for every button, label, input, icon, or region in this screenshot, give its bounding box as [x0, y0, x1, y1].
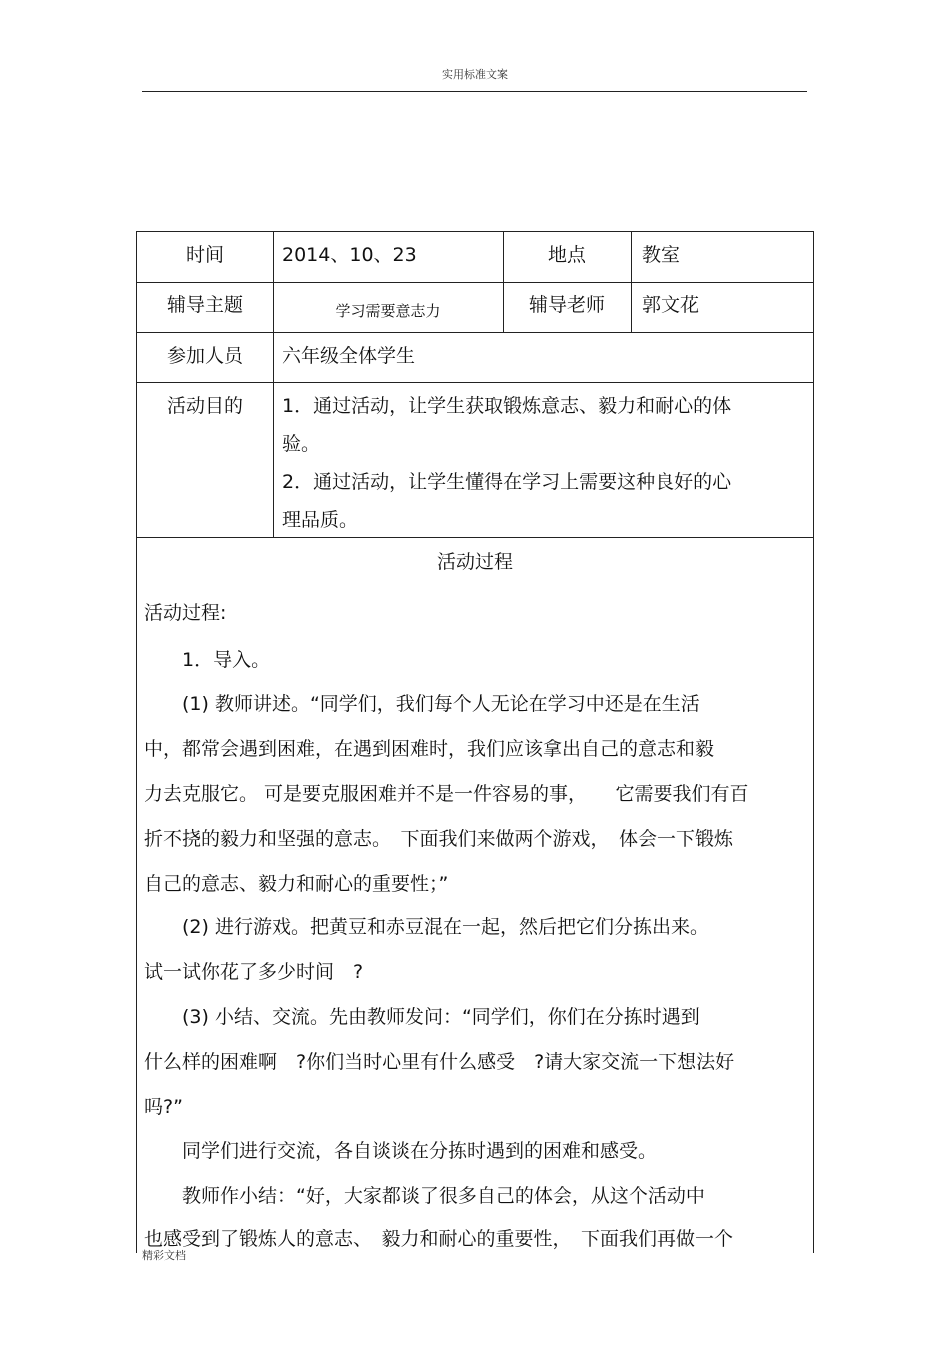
- topic-label: 辅导主题: [166, 294, 243, 316]
- header-rule: [142, 91, 807, 92]
- process-line: 也感受到了锻炼人的意志、 毅力和耐心的重要性， 下面我们再做一个: [144, 1228, 734, 1250]
- process-line: (3) 小结、交流。先由教师发问：“同学们，你们在分拣时遇到: [144, 1006, 700, 1028]
- column-divider: [273, 232, 274, 537]
- purpose-line: 理品质。: [282, 509, 359, 531]
- row-divider: [137, 332, 813, 333]
- row-divider: [137, 282, 813, 283]
- time-value: 2014、10、23: [282, 244, 417, 266]
- teacher-value: 郭文花: [642, 294, 700, 316]
- place-value: 教室: [642, 244, 681, 266]
- process-line: 同学们进行交流，各自谈谈在分拣时遇到的困难和感受。: [144, 1140, 658, 1162]
- process-heading: 活动过程: [436, 551, 513, 573]
- participants-value: 六年级全体学生: [282, 345, 416, 367]
- process-line: 折不挠的毅力和坚强的意志。 下面我们来做两个游戏， 体会一下锻炼: [144, 828, 734, 850]
- process-line: 试一试你花了多少时间 ?: [144, 961, 364, 983]
- purpose-line: 1．通过活动，让学生获取锻炼意志、毅力和耐心的体: [282, 395, 732, 417]
- process-line: 什么样的困难啊 ?你们当时心里有什么感受 ?请大家交流一下想法好: [144, 1051, 735, 1073]
- purpose-line: 2．通过活动，让学生懂得在学习上需要这种良好的心: [282, 471, 732, 493]
- place-label: 地点: [547, 244, 586, 266]
- row-divider: [137, 382, 813, 383]
- process-line: 吗?”: [144, 1096, 183, 1118]
- process-line: 教师作小结：“好，大家都谈了很多自己的体会，从这个活动中: [144, 1185, 705, 1207]
- process-line: (1) 教师讲述。“同学们，我们每个人无论在学习中还是在生活: [144, 693, 700, 715]
- process-line: 1．导入。: [144, 649, 271, 671]
- page-footer: 精彩文档: [142, 1249, 186, 1262]
- process-line: 力去克服它。 可是要克服困难并不是一件容易的事， 它需要我们有百: [144, 783, 749, 805]
- participants-label: 参加人员: [166, 345, 243, 367]
- process-line: 中，都常会遇到困难，在遇到困难时，我们应该拿出自己的意志和毅: [144, 738, 715, 760]
- row-divider: [137, 537, 813, 538]
- purpose-line: 验。: [282, 433, 321, 455]
- column-divider: [631, 232, 632, 332]
- time-label: 时间: [185, 244, 224, 266]
- page-header: 实用标准文案: [442, 68, 508, 81]
- process-line: 活动过程:: [144, 602, 227, 624]
- purpose-label: 活动目的: [166, 395, 243, 417]
- teacher-label: 辅导老师: [528, 294, 605, 316]
- topic-value: 学习需要意志力: [335, 302, 441, 320]
- process-line: 自己的意志、毅力和耐心的重要性；”: [144, 873, 449, 895]
- activity-table: [136, 231, 814, 1253]
- process-line: (2) 进行游戏。把黄豆和赤豆混在一起，然后把它们分拣出来。: [144, 916, 709, 938]
